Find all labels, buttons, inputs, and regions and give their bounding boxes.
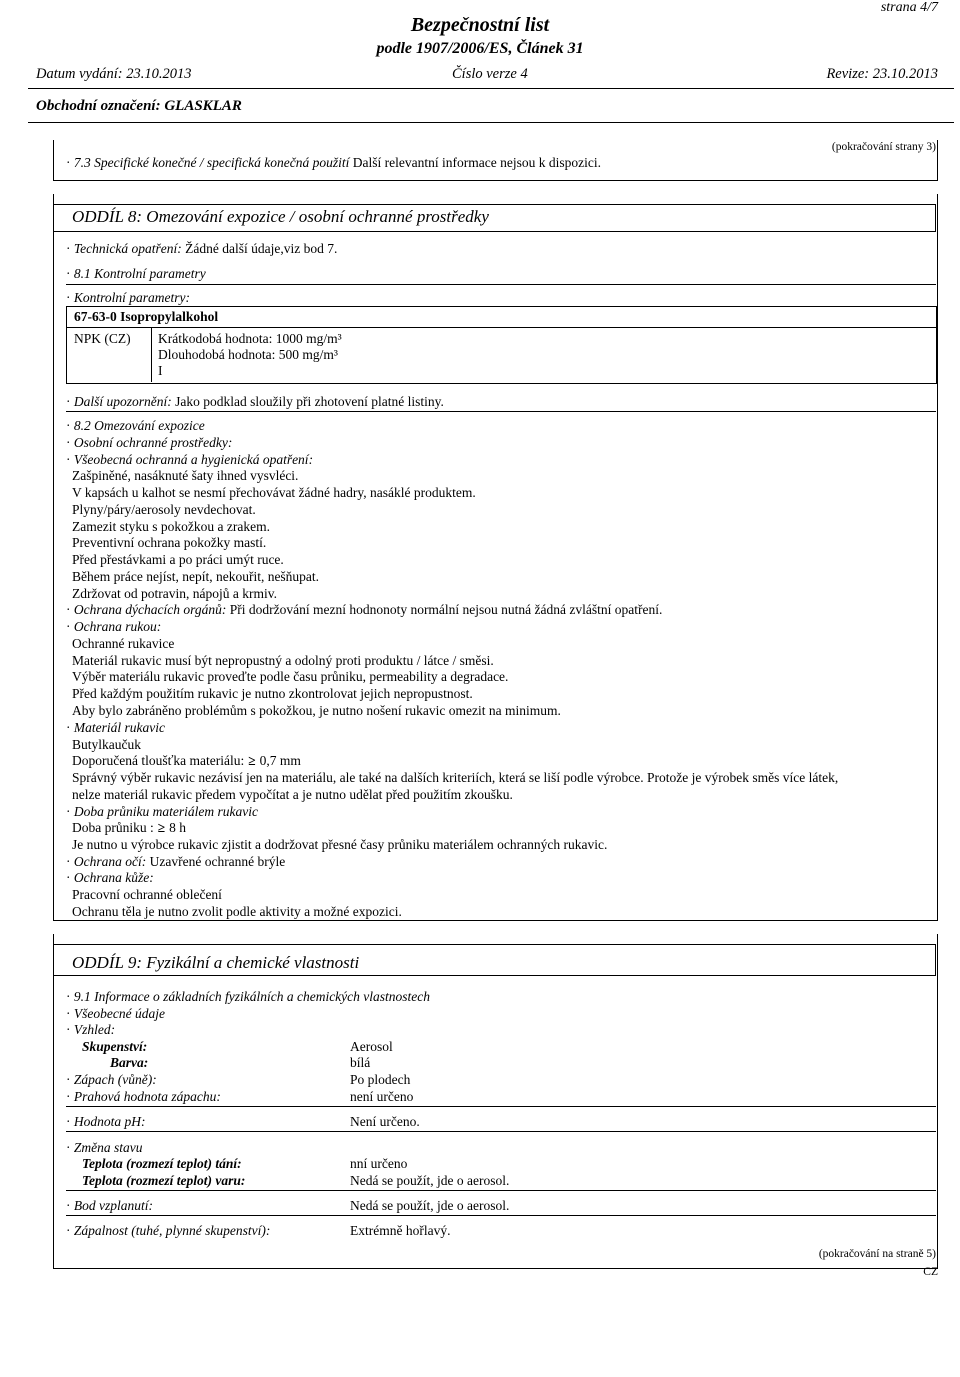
section-8-1-title: 8.1 Kontrolní parametry	[73, 266, 206, 281]
property-value: není určeno	[350, 1089, 414, 1104]
control-parameters: · Kontrolní parametry:	[66, 290, 190, 305]
glove-choice-2: nelze materiál rukavic předem vypočítat a je nutno udělat před použitím zkoušku.	[72, 787, 513, 802]
skin-item: Pracovní ochranné oblečení	[72, 887, 222, 902]
limit-flag: I	[158, 363, 163, 378]
section-9-1: · 9.1 Informace o základních fyzikálních a chemických vlastnostech	[66, 989, 431, 1004]
glove-material-label: Materiál rukavic	[73, 720, 165, 735]
property-value: Po plodech	[350, 1072, 411, 1087]
divider-ph	[66, 1106, 936, 1107]
section-8-1: · 8.1 Kontrolní parametry	[66, 266, 206, 281]
trade-name: Obchodní označení: GLASKLAR	[36, 98, 242, 114]
skin-protection: · Ochrana kůže:	[66, 870, 154, 885]
appearance-label: Vzhled:	[73, 1022, 116, 1037]
hand-item: Před každým použitím rukavic je nutno zkontrolovat jejich nepropustnost.	[72, 686, 473, 701]
version-number: Číslo verze 4	[452, 66, 528, 82]
eye-protection-text: Uzavřené ochranné brýle	[149, 854, 286, 869]
respiratory-label: Ochrana dýchacích orgánů:	[73, 602, 227, 617]
section-9-title: ODDÍL 9: Fyzikální a chemické vlastnosti	[72, 953, 360, 972]
long-term-value: Dlouhodobá hodnota: 500 mg/m³	[158, 347, 338, 362]
section-9-1-title: 9.1 Informace o základních fyzikálních a chemických vlastnostech	[73, 989, 431, 1004]
appearance: · Vzhled:	[66, 1022, 116, 1037]
technical-measures-text: Žádné další údaje,viz bod 7.	[185, 241, 338, 256]
document-title: Bezpečnostní list	[410, 14, 550, 36]
hygiene-item: Během práce nejíst, nepít, nekouřit, nešňupat.	[72, 569, 320, 584]
section-7-3-label: 7.3 Specifické konečné / specifická konečná použití	[73, 155, 350, 170]
property-label: Zápach (vůně):	[73, 1072, 157, 1087]
country-code: CZ	[923, 1266, 938, 1278]
ph-value: · Hodnota pH:	[66, 1114, 146, 1129]
eye-protection: · Ochrana očí: Uzavřené ochranné brýle	[66, 854, 286, 869]
property-value: Aerosol	[350, 1039, 393, 1054]
hand-protection: · Ochrana rukou:	[66, 619, 162, 634]
substance-name: 67-63-0 Isopropylalkohol	[74, 309, 219, 324]
property-label: Změna stavu	[73, 1140, 143, 1155]
page-number: strana 4/7	[880, 0, 938, 15]
hygiene-item: V kapsách u kalhot se nesmí přechovávat žádné hadry, nasáklé produktem.	[72, 485, 476, 500]
section-8-title: ODDÍL 8: Omezování expozice / osobní ochranné prostředky	[72, 207, 489, 226]
control-parameters-label: Kontrolní parametry:	[73, 290, 190, 305]
flammability: · Zápalnost (tuhé, plynné skupenství):	[66, 1223, 271, 1238]
respiratory-text: Při dodržování mezní hodnonoty normální nejsou nutná žádná zvláštní opatření.	[229, 602, 663, 617]
property-label: Prahová hodnota zápachu:	[73, 1089, 221, 1104]
property-label: Teplota (rozmezí teplot) varu:	[82, 1173, 246, 1188]
greater-equal-icon: ≥	[248, 753, 256, 768]
property-value: Nedá se použít, jde o aerosol.	[350, 1173, 510, 1188]
hygiene: · Všeobecná ochranná a hygienická opatření:	[66, 452, 314, 467]
general-info: · Všeobecné údaje	[66, 1006, 165, 1021]
ppe-label: Osobní ochranné prostředky:	[73, 435, 233, 450]
hand-item: Výběr materiálu rukavic proveďte podle času průniku, permeability a degradace.	[72, 669, 509, 684]
ppe: · Osobní ochranné prostředky:	[66, 435, 233, 450]
property-label: Hodnota pH:	[73, 1114, 146, 1129]
header-divider-2	[28, 122, 954, 123]
section-8-2-title: 8.2 Omezování expozice	[73, 418, 205, 433]
property-label: Bod vzplanutí:	[73, 1198, 153, 1213]
divider-8-1	[66, 284, 936, 285]
property-value: nní určeno	[350, 1156, 408, 1171]
property-label: Zápalnost (tuhé, plynné skupenství):	[73, 1223, 271, 1238]
glove-material: · Materiál rukavic	[66, 720, 165, 735]
property-value: Extrémně hořlavý.	[350, 1223, 451, 1238]
hand-protection-label: Ochrana rukou:	[73, 619, 162, 634]
section-7-3-text: Další relevantní informace nejsou k dispozici.	[352, 155, 601, 170]
breakthrough: · Doba průniku materiálem rukavic	[66, 804, 258, 819]
general-info-label: Všeobecné údaje	[73, 1006, 165, 1021]
glove-material-value: Butylkaučuk	[72, 737, 141, 752]
hygiene-item: Zdržovat od potravin, nápojů a krmiv.	[72, 586, 277, 601]
divider-flammability	[66, 1215, 936, 1216]
document-subtitle: podle 1907/2006/ES, Článek 31	[376, 40, 584, 57]
breakthrough-label: Doba průniku materiálem rukavic	[73, 804, 258, 819]
property-label: Skupenství:	[82, 1039, 148, 1054]
hygiene-item: Zamezit styku s pokožkou a zrakem.	[72, 519, 270, 534]
respiratory: · Ochrana dýchacích orgánů: Při dodržování mezní hodnonoty normální nejsou nutná žádná zvláštní opatření.	[66, 602, 663, 617]
short-term-value: Krátkodobá hodnota: 1000 mg/m³	[158, 331, 342, 346]
property-value: Není určeno.	[350, 1114, 420, 1129]
hygiene-item: Zašpiněné, nasáknuté šaty ihned vysvléci.	[72, 468, 299, 483]
technical-measures: · Technická opatření: Žádné další údaje,viz bod 7.	[66, 241, 338, 256]
flash-point: · Bod vzplanutí:	[66, 1198, 153, 1213]
issue-date: Datum vydání: 23.10.2013	[36, 66, 192, 82]
divider-state	[66, 1131, 936, 1132]
breakthrough-time	[72, 819, 186, 836]
hygiene-item: Plyny/páry/aerosoly nevdechovat.	[72, 502, 256, 517]
hand-item: Ochranné rukavice	[72, 636, 175, 651]
divider-flash	[66, 1190, 936, 1191]
continuation-bottom: (pokračování na straně 5)	[818, 1248, 936, 1260]
skin-item: Ochranu těla je nutno zvolit podle aktivity a možné expozici.	[72, 904, 402, 919]
glove-choice-1: Správný výběr rukavic nezávisí jen na materiálu, ale také na dalších kriteriích, která se liší podle výrobce. Protože je výrobek směs více látek,	[72, 770, 839, 785]
thickness-label: Doporučená tloušťka materiálu:	[72, 753, 245, 768]
odour: · Zápach (vůně):	[66, 1072, 157, 1087]
revision-date: Revize: 23.10.2013	[826, 66, 938, 82]
breakthrough-prefix: Doba průniku :	[72, 820, 154, 835]
greater-equal-icon: ≥	[157, 820, 166, 835]
header-divider	[28, 88, 954, 89]
hygiene-item: Preventivní ochrana pokožky mastí.	[72, 535, 267, 550]
table-divider	[66, 327, 936, 328]
divider-8-2	[66, 411, 936, 412]
property-label: Barva:	[110, 1055, 149, 1070]
hand-item: Materiál rukavic musí být nepropustný a odolný proti produktu / látce / směsi.	[72, 653, 494, 668]
state-change: · Změna stavu	[66, 1140, 143, 1155]
table-col-divider	[151, 327, 152, 382]
further-notes-label: Další upozornění:	[73, 394, 172, 409]
further-notes: · Další upozornění: Jako podklad sloužily při zhotovení platné listiny.	[66, 394, 444, 409]
hand-item: Aby bylo zabráněno problémům s pokožkou, je nutno nošení rukavic omezit na minimum.	[72, 703, 561, 718]
skin-protection-label: Ochrana kůže:	[73, 870, 154, 885]
npk-label: NPK (CZ)	[74, 331, 131, 346]
section-8-2: · 8.2 Omezování expozice	[66, 418, 205, 433]
section-7-3: · 7.3 Specifické konečné / specifická konečná použití Další relevantní informace nejsou k dispozici.	[66, 155, 601, 170]
glove-thickness	[72, 752, 301, 769]
continuation-top: (pokračování strany 3)	[831, 141, 936, 153]
odour-threshold: · Prahová hodnota zápachu:	[66, 1089, 221, 1104]
hygiene-label: Všeobecná ochranná a hygienická opatření:	[73, 452, 314, 467]
property-value: Nedá se použít, jde o aerosol.	[350, 1198, 510, 1213]
thickness-value: 0,7 mm	[259, 753, 301, 768]
eye-protection-label: Ochrana očí:	[73, 854, 147, 869]
breakthrough-text: Je nutno u výrobce rukavic zjistit a dodržovat přesné časy průniku materiálem ochranných rukavic.	[72, 837, 608, 852]
property-label: Teplota (rozmezí teplot) tání:	[82, 1156, 242, 1171]
property-value: bílá	[350, 1055, 371, 1070]
technical-measures-label: Technická opatření:	[73, 241, 182, 256]
breakthrough-value: 8 h	[169, 820, 187, 835]
further-notes-text: Jako podklad sloužily při zhotovení platné listiny.	[175, 394, 444, 409]
hygiene-item: Před přestávkami a po práci umýt ruce.	[72, 552, 284, 567]
